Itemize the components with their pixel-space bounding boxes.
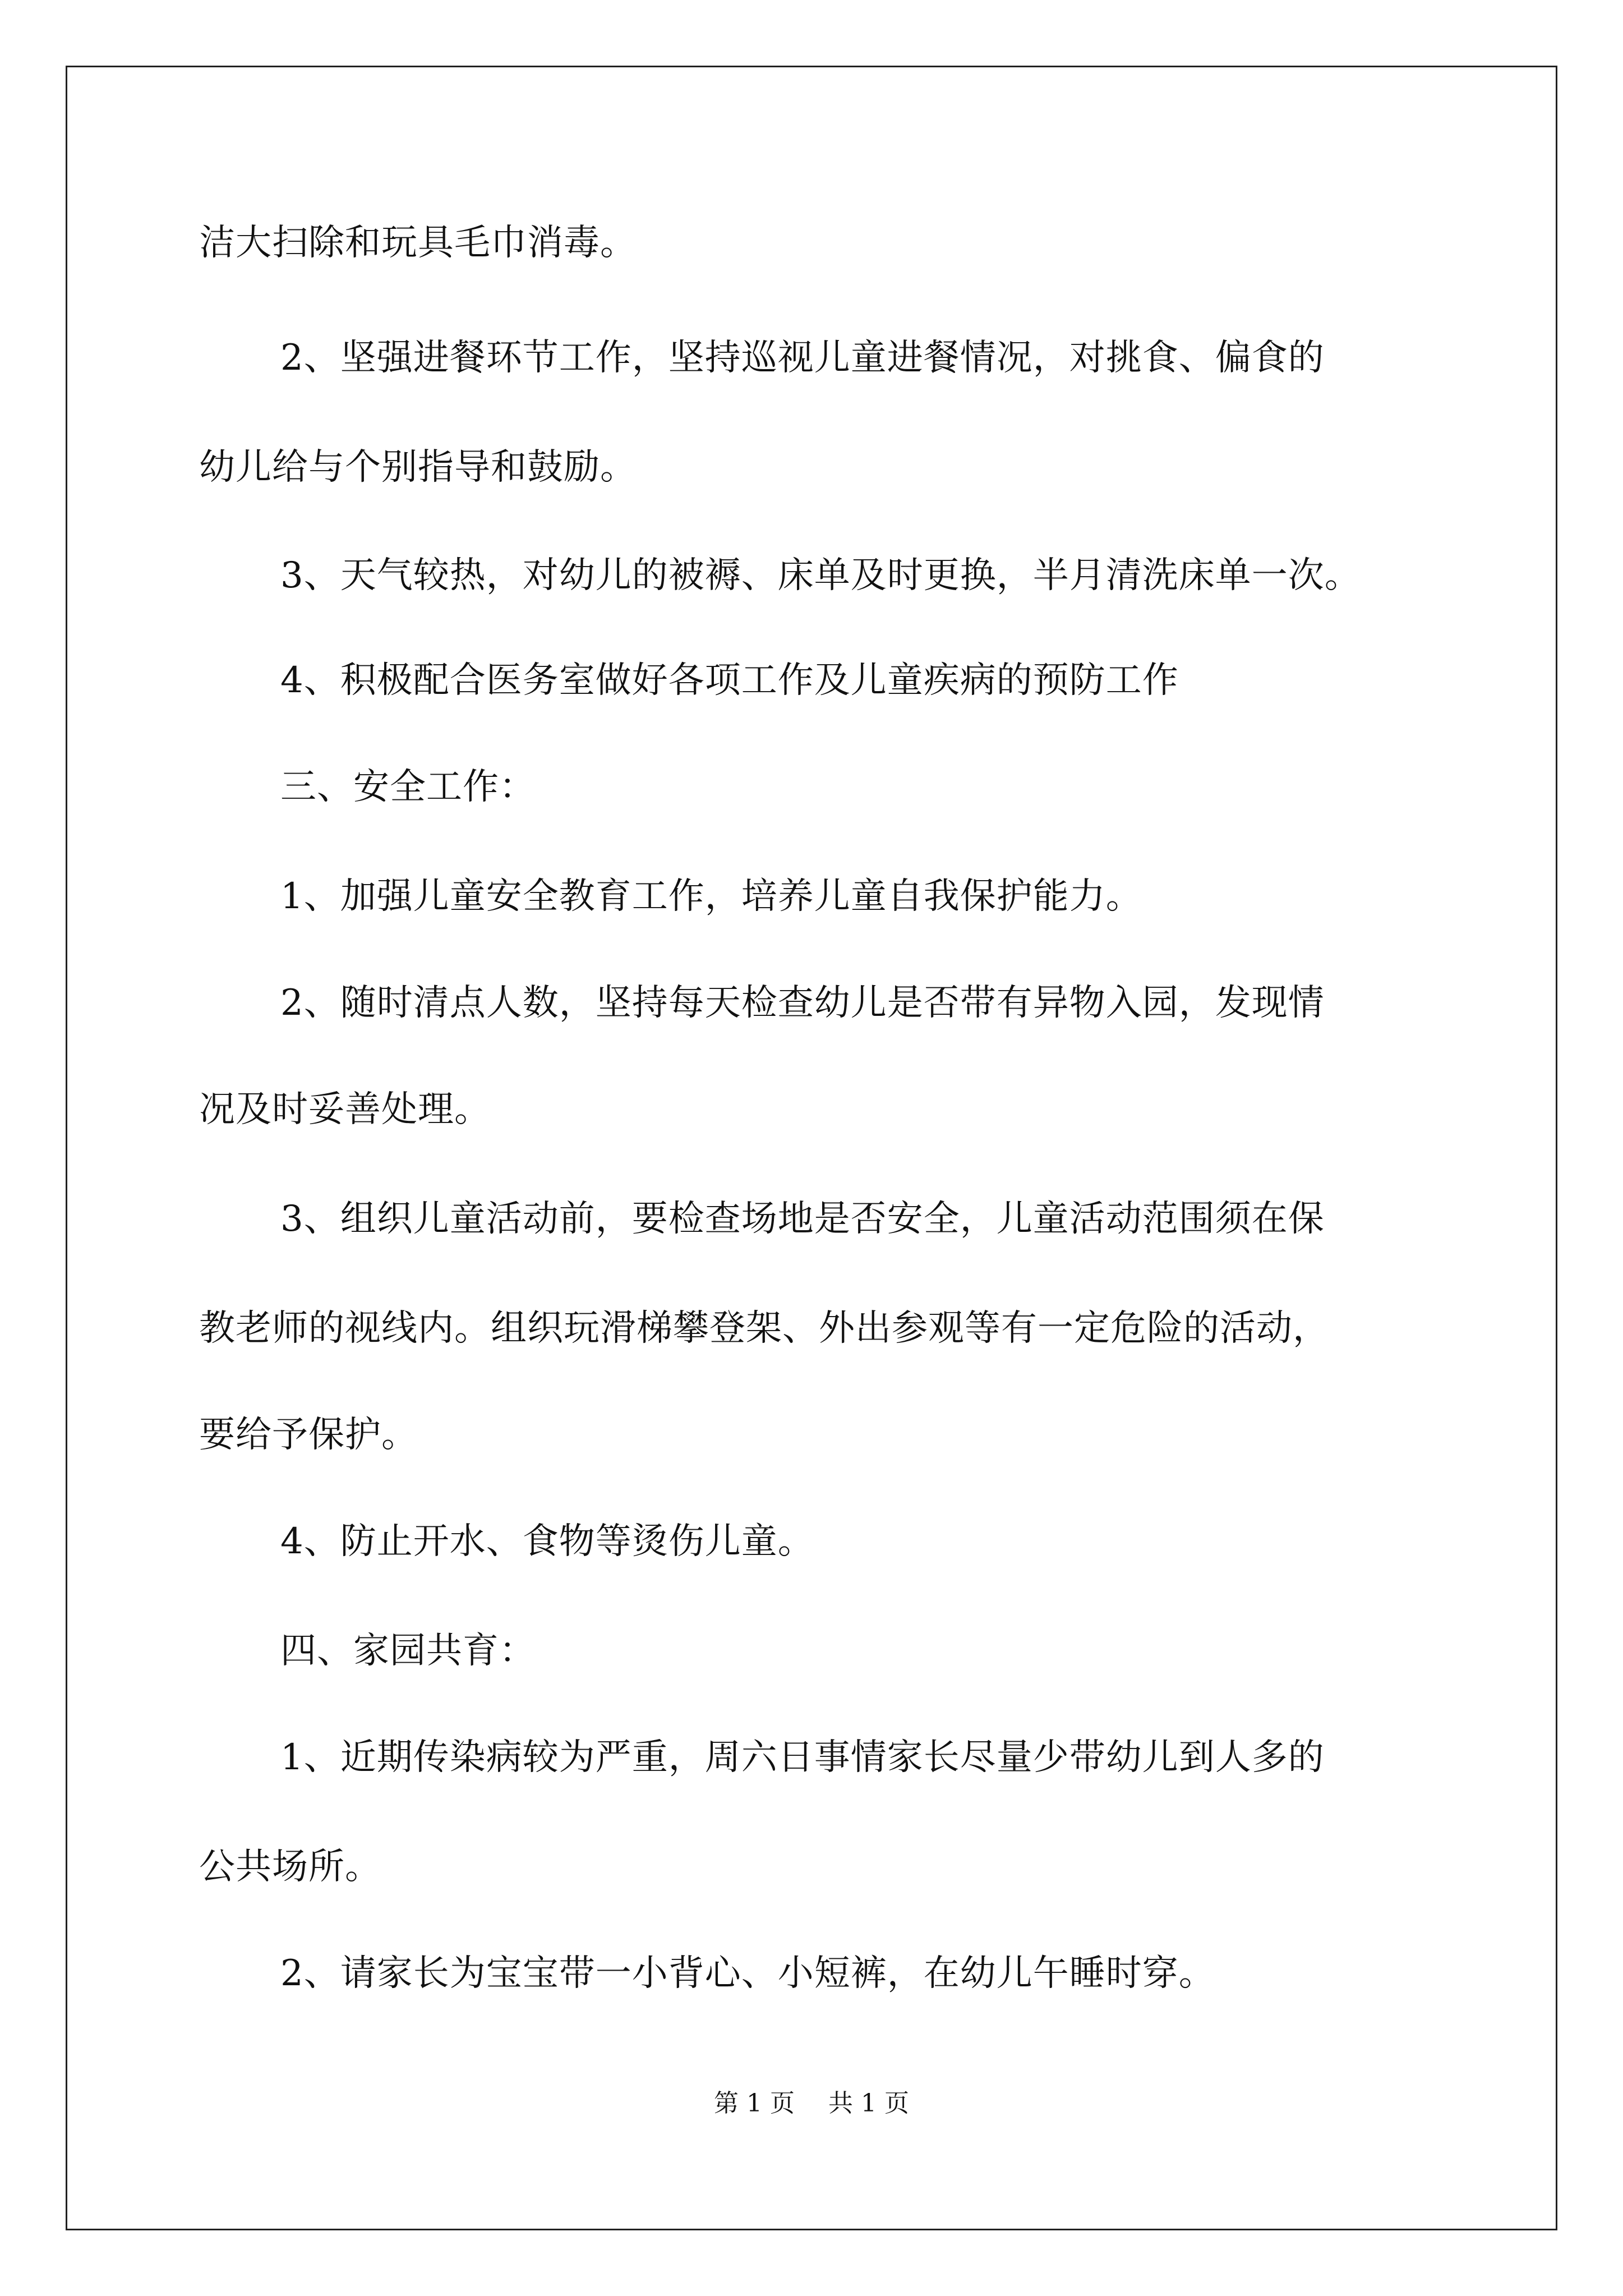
page-total: 共 1 页 [828,2089,909,2118]
paragraph-line: 要给予保护。 [199,1414,418,1456]
paragraph-line: 4、防止开水、食物等烫伤儿童。 [280,1521,814,1562]
page-border [66,66,1557,2230]
paragraph-line: 况及时妥善处理。 [199,1089,491,1130]
section-heading: 三、安全工作： [280,766,536,808]
paragraph-line: 3、天气较热，对幼儿的被褥、床单及时更换，半月清洗床单一次。 [280,555,1361,596]
paragraph-line: 1、近期传染病较为严重，周六日事情家长尽量少带幼儿到人多的 [280,1737,1325,1778]
page-number: 第 1 页 [714,2089,795,2118]
section-heading: 四、家园共育： [280,1630,536,1672]
paragraph-line: 公共场所。 [199,1846,381,1888]
paragraph-line: 2、随时清点人数，坚持每天检查幼儿是否带有异物入园，发现情 [280,982,1325,1024]
paragraph-line: 4、积极配合医务室做好各项工作及儿童疾病的预防工作 [280,660,1179,701]
paragraph-line: 2、坚强进餐环节工作，坚持巡视儿童进餐情况，对挑食、偏食的 [280,337,1325,379]
page-footer [0,2087,1623,2120]
paragraph-line: 洁大扫除和玩具毛巾消毒。 [199,222,637,264]
paragraph-line: 3、组织儿童活动前，要检查场地是否安全，儿童活动范围须在保 [280,1198,1325,1240]
paragraph-line: 教老师的视线内。组织玩滑梯攀登架、外出参观等有一定危险的活动， [199,1308,1329,1349]
paragraph-line: 幼儿给与个别指导和鼓励。 [199,447,637,488]
paragraph-line: 2、请家长为宝宝带一小背心、小短裤，在幼儿午睡时穿。 [280,1953,1215,1994]
paragraph-line: 1、加强儿童安全教育工作，培养儿童自我保护能力。 [280,876,1142,917]
